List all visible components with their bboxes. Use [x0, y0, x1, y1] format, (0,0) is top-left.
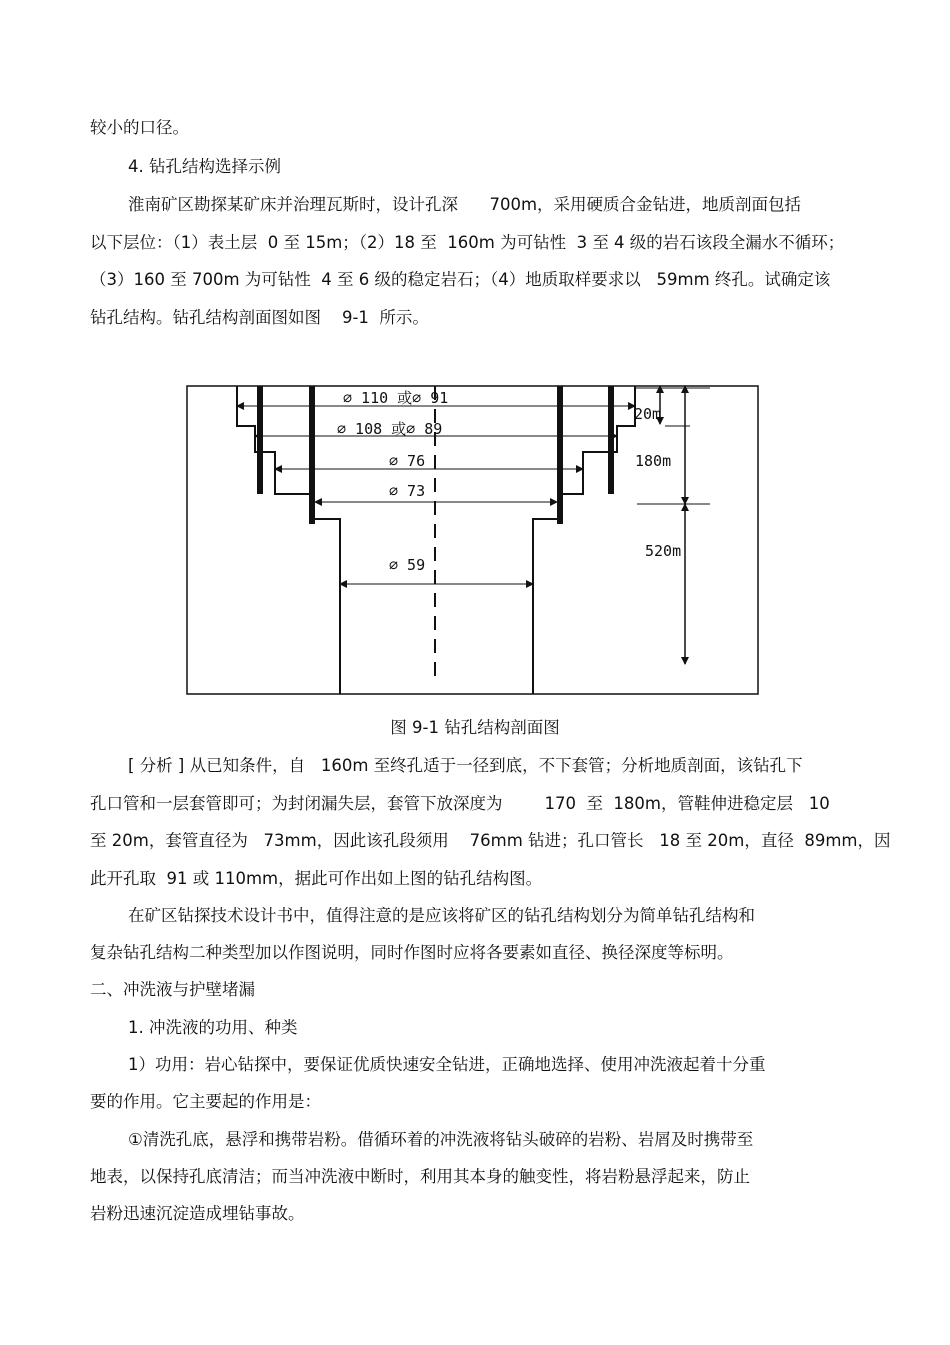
borehole-wall-left: [237, 386, 340, 694]
text-line-4: 以下层位：（1）表土层 0 至 15m；（2）18 至 160m 为可钻性 3 至 4 级的岩石该段全漏水不循环；: [90, 233, 845, 252]
analysis-line-1: [ 分析 ] 从已知条件，自 160m 至终孔适于一径到底，不下套管；分析地质剖面，该钻孔下: [128, 756, 803, 775]
function-line-2: 要的作用。它主要起的作用是：: [90, 1092, 321, 1111]
analysis-line-2: 孔口管和一层套管即可；为封闭漏失层，套管下放深度为 170 至 180m，管鞋伸进稳定层 10: [90, 794, 830, 813]
text-line-1: 较小的口径。: [90, 118, 189, 137]
borehole-wall-right: [533, 386, 635, 694]
function-item-line-2: 地表，以保持孔底清洁；而当冲洗液中断时，利用其本身的触变性，将岩粉悬浮起来，防止: [90, 1167, 750, 1186]
label-d4: ⌀ 73: [389, 482, 426, 500]
figure-caption: 图 9-1 钻孔结构剖面图: [390, 718, 560, 737]
label-depth-180m: 180m: [635, 452, 672, 470]
subsection-heading-fluid: 1. 冲洗液的功用、种类: [128, 1018, 298, 1037]
label-d3: ⌀ 76: [389, 452, 426, 470]
borehole-structure-figure: [185, 384, 760, 696]
label-d1: ⌀ 110 或⌀ 91: [343, 389, 449, 407]
note-line-1: 在矿区钻探技术设计书中，值得注意的是应该将矿区的钻孔结构划分为简单钻孔结构和: [128, 906, 755, 925]
analysis-line-3: 至 20m，套管直径为 73mm，因此该孔段须用 76mm 钻进；孔口管长 18 至 20m，直径 89mm，因: [90, 831, 891, 850]
function-item-line-1: ①清洗孔底，悬浮和携带岩粉。借循环着的冲洗液将钻头破碎的岩粉、岩屑及时携带至: [128, 1130, 754, 1149]
figure-frame: [187, 386, 758, 694]
text-line-6: 钻孔结构。钻孔结构剖面图如图 9-1 所示。: [90, 308, 429, 327]
analysis-line-4: 此开孔取 91 或 110mm，据此可作出如上图的钻孔结构图。: [90, 869, 543, 888]
note-line-2: 复杂钻孔结构二种类型加以作图说明，同时作图时应将各要素如直径、换径深度等标明。: [90, 943, 734, 962]
label-d5: ⌀ 59: [389, 556, 426, 574]
text-line-5: （3）160 至 700m 为可钻性 4 至 6 级的稳定岩石；（4）地质取样要求以 59mm 终孔。试确定该: [90, 270, 831, 289]
label-depth-520m: 520m: [645, 542, 682, 560]
section-heading-fluid: 二、冲洗液与护壁堵漏: [90, 980, 255, 999]
function-item-line-3: 岩粉迅速沉淀造成埋钻事故。: [90, 1204, 305, 1223]
section-heading-example: 4. 钻孔结构选择示例: [128, 157, 281, 176]
text-line-3: 淮南矿区勘探某矿床并治理瓦斯时，设计孔深 700m，采用硬质合金钻进，地质剖面包括: [128, 195, 802, 214]
label-depth-20m: 20m: [634, 405, 662, 423]
label-d2: ⌀ 108 或⌀ 89: [337, 420, 443, 438]
function-line-1: 1）功用：岩心钻探中，要保证优质快速安全钻进，正确地选择、使用冲洗液起着十分重: [128, 1055, 766, 1074]
